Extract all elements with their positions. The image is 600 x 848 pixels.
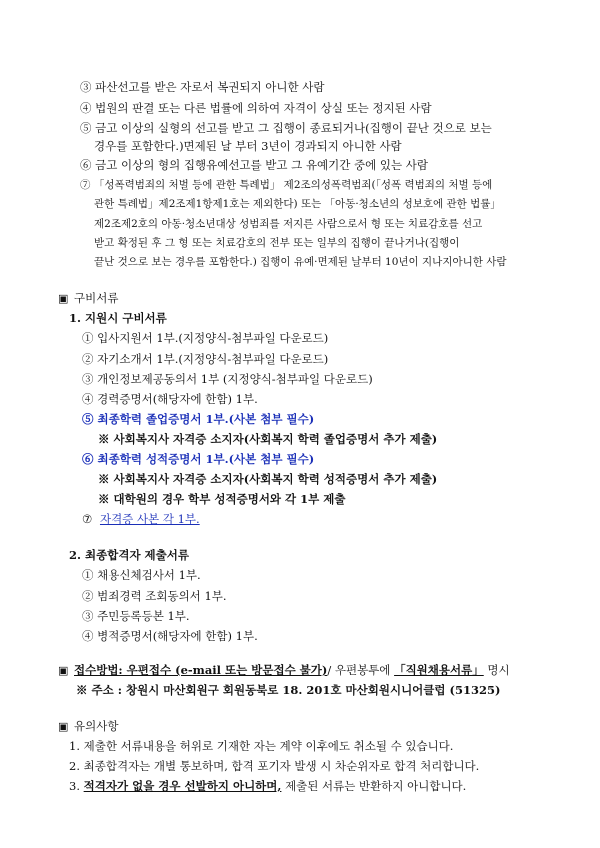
docs-item-7 — [82, 511, 200, 528]
receipt-rest-2: 명시 — [487, 663, 510, 677]
receipt-envelope-label: 「직원채용서류」 — [394, 663, 484, 677]
disq-item-6: ⑥ 금고 이상의 형의 집행유예선고를 받고 그 유예기간 중에 있는 사람 — [80, 158, 428, 172]
note-3-rest: 제출된 서류는 반환하지 아니합니다. — [285, 779, 467, 793]
disq-item-7-line4: 받고 확정된 후 그 형 또는 치료감호의 전부 또는 일부의 집행이 끝나거나(집행이 — [94, 237, 460, 249]
note-1: 1. 제출한 서류내용을 허위로 기재한 자는 계약 이후에도 취소될 수 있습니다. — [69, 739, 454, 753]
disq-item-7-line1: ⑦ 「성폭력범죄의 처벌 등에 관한 특례법」 제2조의성폭력범죄(「성폭 력범죄의 처벌 등에 — [80, 179, 493, 191]
docs-item-6-note-2: ※ 대학원의 경우 학부 성적증명서와 각 1부 제출 — [98, 492, 346, 506]
section-marker: ▣ — [58, 292, 69, 305]
notes-marker: ▣ — [58, 720, 69, 733]
docs-item-5-note: ※ 사회복지사 자격증 소지자(사회복지 학력 졸업증명서 추가 제출) — [98, 432, 438, 446]
final-item-4: ④ 병적증명서(해당자에 한함) 1부. — [82, 629, 258, 643]
docs-item-3: ③ 개인정보제공동의서 1부 (지정양식-첨부파일 다운로드) — [82, 372, 373, 386]
docs-item-7-number: ⑦ — [82, 512, 93, 526]
note-3-emphasis: 적격자가 없을 경우 선발하지 아니하며, — [83, 779, 282, 793]
final-item-2: ② 범죄경력 조회동의서 1부. — [82, 589, 227, 603]
docs-item-6: ⑥ 최종학력 성적증명서 1부.(사본 첨부 필수) — [82, 452, 315, 466]
docs-item-6-note-1: ※ 사회복지사 자격증 소지자(사회복지 학력 성적증명서 추가 제출) — [98, 472, 438, 486]
docs-item-5: ⑤ 최종학력 졸업증명서 1부.(사본 첨부 필수) — [82, 412, 315, 426]
note-3-number: 3. — [69, 779, 80, 793]
disq-item-5-line1: ⑤ 금고 이상의 실형의 선고를 받고 그 집행이 종료되거나(집행이 끝난 것으로 보는 — [80, 121, 492, 135]
docs-item-1: ① 입사지원서 1부.(지정양식-첨부파일 다운로드) — [82, 331, 329, 345]
docs-item-7-text: 자격증 사본 각 1부. — [99, 512, 200, 526]
final-item-3: ③ 주민등록등본 1부. — [82, 609, 190, 623]
disq-item-7-line5: 끝난 것으로 보는 경우를 포함한다.) 집행이 유예·면제된 날부터 10년이 지나지아니한 사람 — [94, 256, 507, 268]
disq-item-3: ③ 파산선고를 받은 자로서 복권되지 아니한 사람 — [80, 80, 325, 94]
notes-section-title: 유의사항 — [74, 719, 119, 733]
disq-item-5-line2: 경우를 포함한다.)면제된 날 부터 3년이 경과되지 아니한 사람 — [94, 139, 402, 153]
receipt-marker: ▣ — [58, 664, 69, 677]
receipt-method-line — [74, 662, 510, 679]
note-3 — [69, 778, 466, 795]
docs-subsection-1: 1. 지원시 구비서류 — [69, 311, 167, 325]
final-item-1: ① 채용신체검사서 1부. — [82, 568, 201, 582]
disq-item-4: ④ 법원의 판결 또는 다른 법률에 의하여 자격이 상실 또는 정지된 사람 — [80, 101, 432, 115]
disq-item-7-line2: 관한 특례법」제2조제1항제1호는 제외한다) 또는 「아동·청소년의 성보호에 관한 법률」 — [94, 198, 501, 210]
receipt-rest-1: / 우편봉투에 — [327, 663, 391, 677]
docs-subsection-2: 2. 최종합격자 제출서류 — [69, 548, 189, 562]
docs-item-4: ④ 경력증명서(해당자에 한함) 1부. — [82, 392, 258, 406]
docs-item-2: ② 자기소개서 1부.(지정양식-첨부파일 다운로드) — [82, 352, 329, 366]
note-2: 2. 최종합격자는 개별 통보하며, 합격 포기자 발생 시 차순위자로 합격 처리합니다. — [69, 759, 480, 773]
disq-item-7-line3: 제2조제2호의 아동·청소년대상 성범죄를 저지른 사람으로서 형 또는 치료감호를 선고 — [94, 218, 483, 230]
receipt-address: ※ 주소 : 창원시 마산회원구 회원동북로 18. 201호 마산회원시니어클럽 (51325) — [76, 683, 501, 697]
receipt-method: 접수방법: 우편접수 (e-mail 또는 방문접수 불가) — [74, 663, 328, 677]
docs-section-title: 구비서류 — [74, 291, 119, 305]
